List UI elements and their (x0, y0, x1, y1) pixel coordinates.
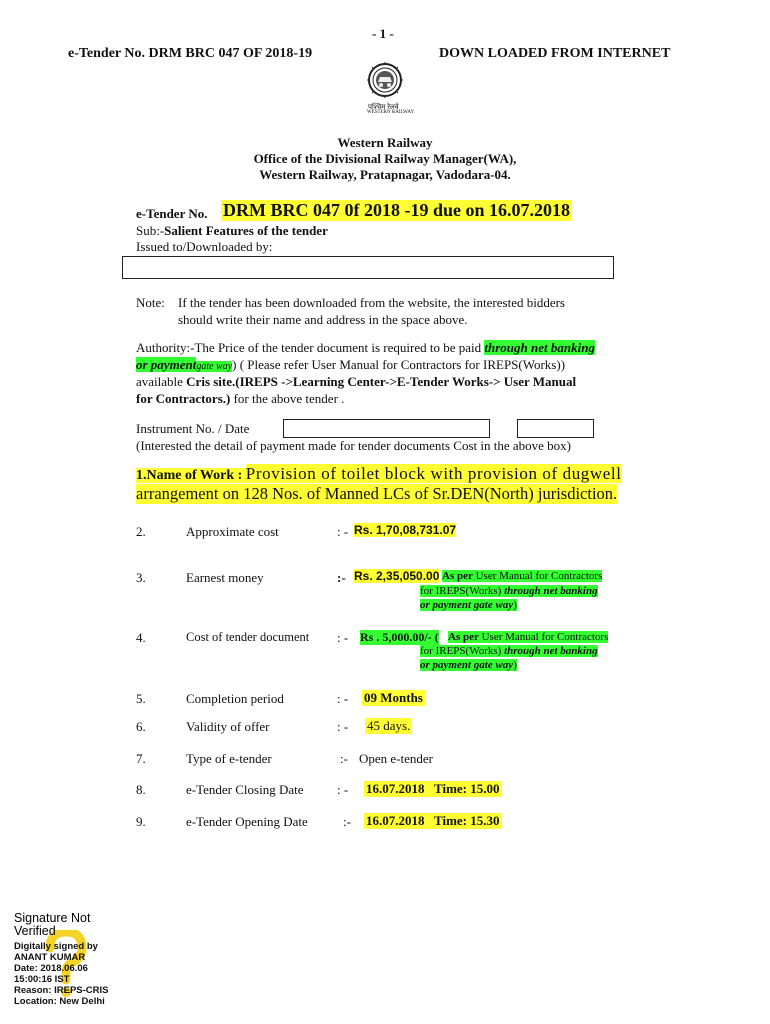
item-4-number: 4. (136, 630, 146, 645)
item-4-note-line-1 (448, 631, 608, 643)
item-6-value: 45 days. (367, 718, 411, 733)
signature-date: Date: 2018.06.06 (14, 963, 88, 974)
item-9-separator: :- (343, 814, 351, 829)
office-line-3: Western Railway, Pratapnagar, Vadodara-04. (259, 167, 511, 182)
item-3-note-line-3 (420, 599, 517, 611)
item-8-number: 8. (136, 782, 146, 797)
item-3-note-as-per: As per (442, 570, 473, 582)
signature-line-1: Digitally signed by (14, 941, 98, 952)
office-line-1: Western Railway (337, 135, 433, 150)
item-3-note-netbanking: through net banking (504, 585, 598, 597)
work-title-line-2: arrangement on 128 Nos. of Manned LCs of Sr.DEN(North) jurisdiction. (136, 484, 618, 503)
tender-number-label: e-Tender No. (136, 206, 208, 221)
item-7-number: 7. (136, 751, 146, 766)
item-4-note-netbanking: through net banking (504, 645, 598, 657)
item-3-note-gateway: or payment gate way (420, 599, 514, 611)
instrument-input-box[interactable] (283, 419, 490, 438)
signature-reason: Reason: IREPS-CRIS (14, 985, 109, 996)
work-label: 1.Name of Work : (136, 468, 246, 483)
authority-line-3 (136, 374, 576, 390)
page-number: - 1 - (372, 26, 394, 41)
item-3-separator: :- (337, 570, 346, 585)
item-9-value: 16.07.2018 Time: 15.30 (366, 813, 500, 828)
item-8-separator: : - (337, 782, 349, 797)
item-5-separator: : - (337, 691, 349, 706)
item-3-number: 3. (136, 570, 146, 585)
item-4-note-gateway: or payment gate way (420, 659, 514, 671)
authority-text-2: ) ( Please refer User Manual for Contractors for IREPS(Works)) (232, 357, 566, 372)
item-3-note-manual: User Manual for Contractors (472, 570, 603, 582)
note-line-1: If the tender has been downloaded from the website, the interested bidders (178, 295, 565, 310)
authority-line-4 (136, 391, 344, 407)
item-2-number: 2. (136, 524, 146, 539)
item-5-number: 5. (136, 691, 146, 706)
work-line-1 (136, 464, 622, 484)
authority-highlight-2b: gate way (196, 361, 233, 372)
signature-status-title-1: Signature Not (14, 911, 91, 925)
item-4-separator: : - (337, 630, 349, 645)
item-4-value: Rs . 5,000.00/- ( (360, 630, 439, 644)
instrument-label: Instrument No. / Date (136, 421, 250, 436)
authority-text-4b: for Contractors.) (136, 391, 231, 406)
authority-text-1: Authority:-The Price of the tender document is required to be paid (136, 340, 482, 355)
authority-highlight-1: through net banking (484, 340, 595, 355)
item-3-note-close: ) (513, 599, 517, 611)
note-label: Note: (136, 295, 165, 310)
signature-status-title-2: Verified (14, 924, 56, 938)
item-8-value: 16.07.2018 Time: 15.00 (366, 781, 500, 796)
instrument-note: (Interested the detail of payment made for tender documents Cost in the above box) (136, 438, 571, 453)
item-3-note-line-1 (442, 570, 602, 582)
authority-text-3b: Cris site.(IREPS ->Learning Center->E-Tender Works-> User Manual (186, 374, 577, 389)
item-3-note-ireps: for IREPS(Works) (420, 585, 505, 597)
authority-line-1 (136, 340, 595, 356)
work-title-line-1: Provision of toilet block with provision of dugwell (245, 464, 622, 483)
item-2-label: Approximate cost (186, 524, 279, 539)
signature-location: Location: New Delhi (14, 996, 105, 1007)
tender-subject-text: Salient Features of the tender (164, 223, 328, 238)
item-7-value: Open e-tender (359, 751, 433, 766)
item-7-label: Type of e-tender (186, 751, 272, 766)
emblem-caption: पश्चिम रेलवे (368, 103, 399, 111)
item-4-note-ireps: for IREPS(Works) (420, 645, 505, 657)
item-6-label: Validity of offer (186, 719, 270, 734)
emblem-subcaption: WESTERN RAILWAY (367, 110, 415, 115)
authority-line-2 (136, 357, 565, 373)
tender-subject (136, 223, 328, 239)
header-downloaded-label: DOWN LOADED FROM INTERNET (439, 46, 671, 61)
item-3-label: Earnest money (186, 570, 264, 585)
tender-number-value: DRM BRC 047 0f 2018 -19 due on 16.07.2018 (223, 200, 571, 220)
issued-to-input-box[interactable] (122, 256, 614, 279)
item-5-label: Completion period (186, 691, 284, 706)
item-4-note-line-2 (420, 645, 598, 657)
signature-signer-name: ANANT KUMAR (14, 952, 86, 963)
item-9-label: e-Tender Opening Date (186, 814, 308, 829)
item-6-separator: : - (337, 719, 349, 734)
office-line-2: Office of the Divisional Railway Manager(WA), (253, 151, 517, 166)
authority-text-3a: available (136, 374, 187, 389)
tender-subject-prefix: Sub:- (136, 223, 165, 238)
item-8-label: e-Tender Closing Date (186, 782, 304, 797)
item-3-note-line-2 (420, 585, 598, 597)
item-4-note-close: ) (513, 659, 517, 671)
header-tender-number: e-Tender No. DRM BRC 047 OF 2018-19 (68, 46, 313, 61)
item-4-note-manual: User Manual for Contractors (478, 631, 609, 643)
item-6-number: 6. (136, 719, 146, 734)
signature-time: 15:00:16 IST (14, 974, 70, 985)
item-7-separator: :- (340, 751, 348, 766)
item-2-value: Rs. 1,70,08,731.07 (354, 523, 457, 537)
item-5-value: 09 Months (364, 690, 423, 705)
item-2-separator: : - (337, 524, 349, 539)
item-3-value: Rs. 2,35,050.00 (354, 569, 440, 583)
authority-text-4c: for the above tender . (230, 391, 345, 406)
item-4-note-line-3 (420, 659, 517, 671)
issued-to-label: Issued to/Downloaded by: (136, 239, 273, 254)
instrument-date-box[interactable] (517, 419, 594, 438)
item-9-number: 9. (136, 814, 146, 829)
item-4-label: Cost of tender document (186, 630, 310, 644)
note-line-2: should write their name and address in the space above. (178, 312, 468, 327)
item-4-note-as-per: As per (448, 631, 479, 643)
authority-highlight-2: or payment (136, 357, 197, 372)
